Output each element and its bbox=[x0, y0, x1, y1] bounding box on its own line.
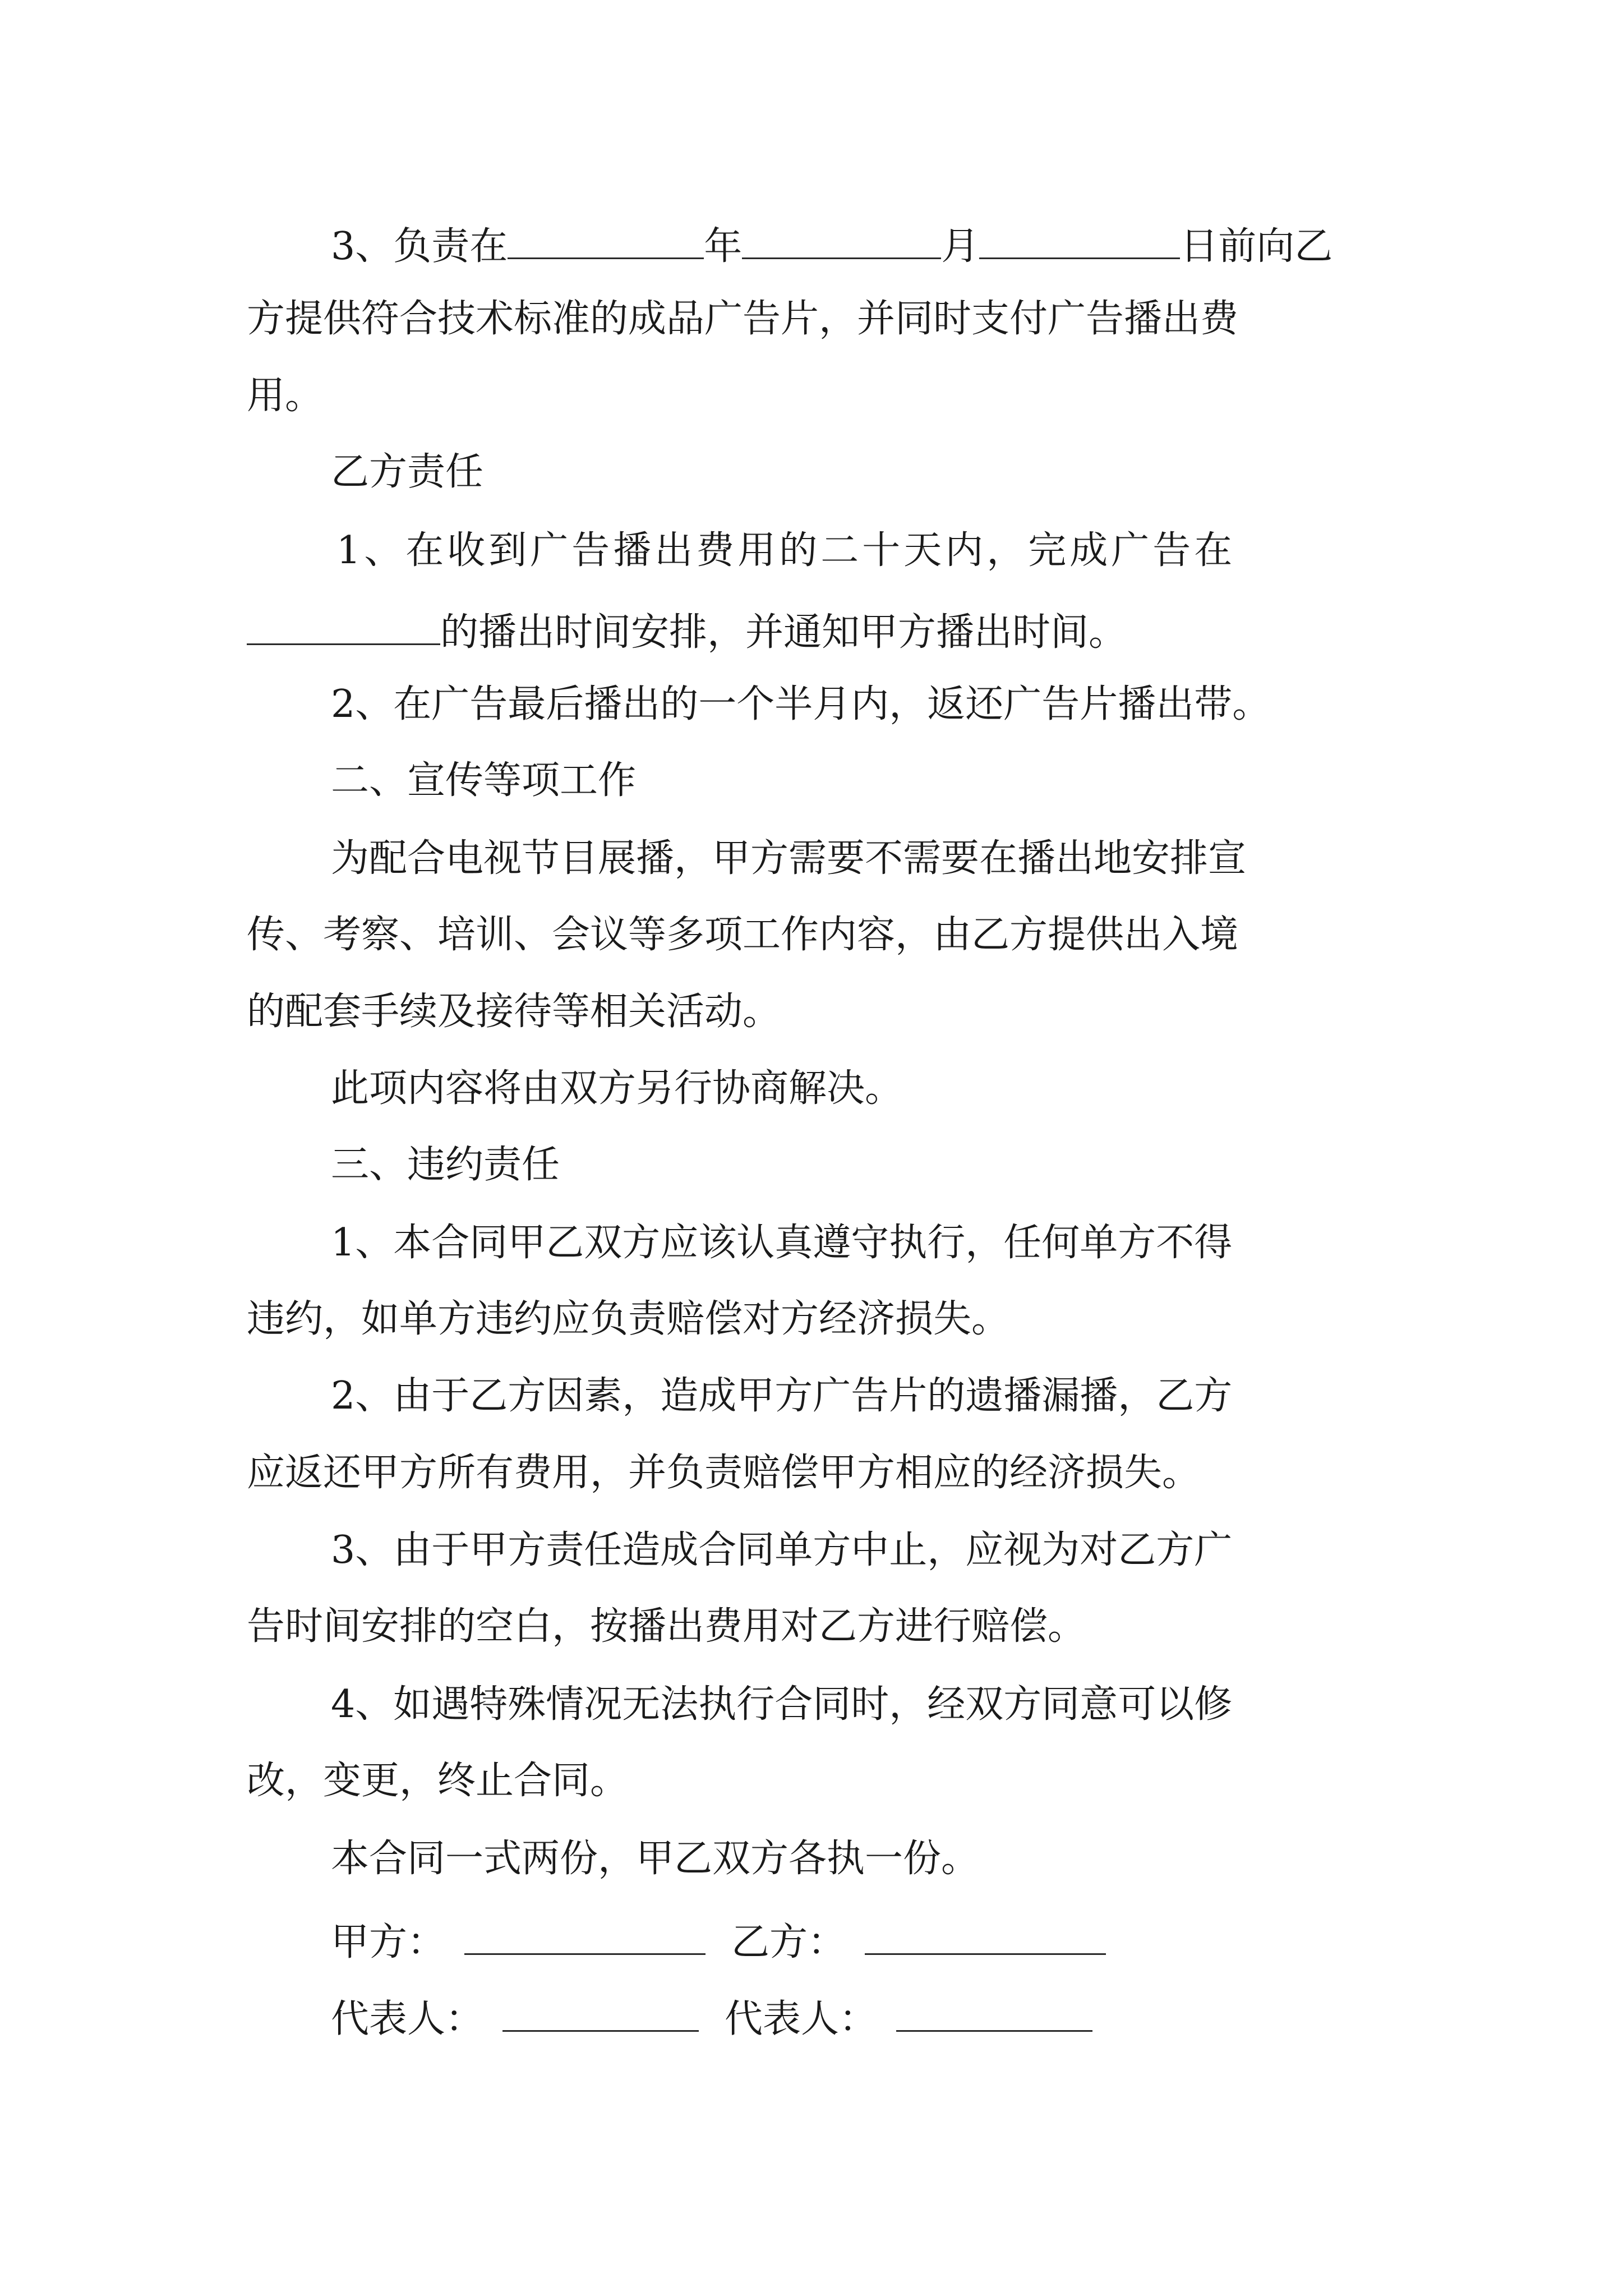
month-blank bbox=[742, 222, 941, 259]
clause-jia-3-line3: 用。 bbox=[247, 374, 324, 418]
section-3-clause4-line1: 4、如遇特殊情况无法执行合同时，经双方同意可以修 bbox=[331, 1682, 1233, 1727]
party-a-blank bbox=[464, 1917, 706, 1955]
venue-blank bbox=[247, 608, 440, 645]
copies-statement: 本合同一式两份，甲乙双方各执一份。 bbox=[331, 1837, 980, 1881]
year-blank bbox=[508, 222, 704, 259]
section-2-heading: 二、宣传等项工作 bbox=[331, 758, 637, 803]
section-2-para2: 此项内容将由双方另行协商解决。 bbox=[331, 1066, 903, 1111]
clause-yi-2: 2、在广告最后播出的一个半月内，返还广告片播出带。 bbox=[331, 682, 1271, 726]
clause-text: 3、负责在 bbox=[331, 224, 508, 269]
clause-text: 的播出时间安排，并通知甲方播出时间。 bbox=[440, 610, 1127, 655]
clause-jia-3-line2: 方提供符合技术标准的成品广告片，并同时支付广告播出费 bbox=[247, 297, 1239, 341]
section-2-para1-line3: 的配套手续及接待等相关活动。 bbox=[247, 990, 781, 1034]
rep-a-blank bbox=[502, 1994, 699, 2032]
section-3-clause2-line1: 2、由于乙方因素，造成甲方广告片的遗播漏播，乙方 bbox=[331, 1374, 1233, 1418]
section-3-clause2-line2: 应返还甲方所有费用，并负责赔偿甲方相应的经济损失。 bbox=[247, 1451, 1201, 1495]
signature-rep-row bbox=[331, 1994, 1092, 2039]
section-3-clause1-line2: 违约，如单方违约应负责赔偿对方经济损失。 bbox=[247, 1297, 1010, 1341]
section-3-clause3-line1: 3、由于甲方责任造成合同单方中止，应视为对乙方广 bbox=[331, 1528, 1233, 1572]
yi-responsibility-heading: 乙方责任 bbox=[331, 450, 484, 494]
section-2-para1-line2: 传、考察、培训、会议等多项工作内容，由乙方提供出入境 bbox=[247, 913, 1239, 957]
rep-b-label: 代表人： bbox=[725, 1997, 878, 2041]
clause-text: 月 bbox=[941, 224, 980, 269]
party-a-label: 甲方： bbox=[331, 1920, 446, 1964]
section-2-para1-line1: 为配合电视节目展播，甲方需要不需要在播出地安排宣 bbox=[331, 836, 1247, 881]
clause-text: 年 bbox=[704, 224, 743, 269]
section-3-clause3-line2: 告时间安排的空白，按播出费用对乙方进行赔偿。 bbox=[247, 1604, 1086, 1649]
clause-yi-1-line1: 1、在收到广告播出费用的二十天内，完成广告在 bbox=[336, 528, 1236, 573]
party-b-blank bbox=[865, 1917, 1106, 1955]
day-blank bbox=[979, 222, 1180, 259]
section-3-clause4-line2: 改，变更，终止合同。 bbox=[247, 1759, 629, 1803]
rep-b-blank bbox=[896, 1994, 1092, 2032]
party-b-label: 乙方： bbox=[731, 1920, 846, 1964]
clause-yi-1-line2 bbox=[247, 608, 1127, 655]
clause-jia-3-line1 bbox=[331, 222, 1333, 269]
clause-text: 日前向乙 bbox=[1180, 224, 1333, 269]
rep-a-label: 代表人： bbox=[331, 1997, 484, 2041]
section-3-heading: 三、违约责任 bbox=[331, 1143, 560, 1187]
signature-party-row bbox=[331, 1917, 1106, 1962]
section-3-clause1-line1: 1、本合同甲乙双方应该认真遵守执行，任何单方不得 bbox=[331, 1221, 1233, 1265]
